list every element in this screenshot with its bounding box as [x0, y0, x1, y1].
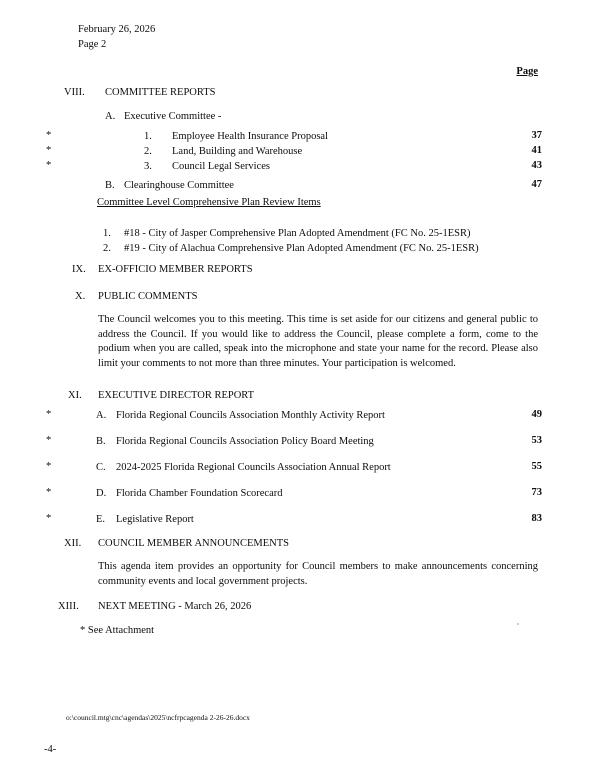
attachment-star-3: * — [46, 160, 52, 171]
item-page-viii-a-2: 41 — [531, 145, 542, 156]
attachment-star-4: * — [46, 409, 52, 420]
item-text-viii-a-3: Council Legal Services — [172, 161, 270, 172]
attachment-star-2: * — [46, 145, 52, 156]
attachment-footnote: * See Attachment — [80, 625, 155, 636]
announcements-paragraph: This agenda item provides an opportunity for Council members to make announcements concerning community events and local government projects. — [98, 561, 538, 587]
subheading-plan-review: Committee Level Comprehensive Plan Review Items — [97, 197, 321, 208]
item-page-xi-b: 53 — [531, 435, 542, 446]
item-text-xi-a: Florida Regional Councils Association Monthly Activity Report — [116, 410, 385, 421]
document-file-path: o:\council.mtg\cnc\agendas\2025\ncfrpcagenda 2-26-26.docx — [66, 713, 250, 722]
item-text-xi-c: 2024-2025 Florida Regional Councils Association Annual Report — [116, 462, 391, 473]
item-page-xi-d: 73 — [531, 487, 542, 498]
section-title-xi: EXECUTIVE DIRECTOR REPORT — [98, 390, 255, 401]
item-label-viii-a-2: 2. — [144, 146, 152, 157]
header-date: February 26, 2026 — [78, 24, 156, 35]
attachment-star-1: * — [46, 130, 52, 141]
attachment-star-6: * — [46, 461, 52, 472]
section-title-viii: COMMITTEE REPORTS — [105, 87, 216, 98]
item-text-viii-a: Executive Committee - — [124, 111, 222, 122]
public-comments-paragraph: The Council welcomes you to this meeting. This time is set aside for our citizens and general public to address the Council. If you would like to address the Council, please complete a form, come to the podium when you are called, speak into the microphone and state your name for the record. Please also limit your comments to not more than three minutes. Your participation is welcomed. — [98, 314, 538, 369]
item-label-viii-a-3: 3. — [144, 161, 152, 172]
review-item-label-2: 2. — [103, 243, 111, 254]
item-label-viii-a: A. — [105, 111, 116, 122]
item-label-xi-c: C. — [96, 462, 106, 473]
section-numeral-ix: IX. — [72, 264, 86, 275]
item-text-viii-a-1: Employee Health Insurance Proposal — [172, 131, 328, 142]
item-label-xi-a: A. — [96, 410, 107, 421]
section-numeral-xi: XI. — [68, 390, 82, 401]
item-text-xi-e: Legislative Report — [116, 514, 194, 525]
item-text-viii-b: Clearinghouse Committee — [124, 180, 234, 191]
section-title-xiii: NEXT MEETING - March 26, 2026 — [98, 601, 252, 612]
item-page-xi-e: 83 — [531, 513, 542, 524]
item-label-viii-a-1: 1. — [144, 131, 152, 142]
item-page-xi-a: 49 — [531, 409, 542, 420]
review-item-text-1: #18 - City of Jasper Comprehensive Plan Adopted Amendment (FC No. 25-1ESR) — [124, 228, 471, 239]
item-page-viii-a-1: 37 — [531, 130, 542, 141]
attachment-star-7: * — [46, 487, 52, 498]
section-numeral-xii: XII. — [64, 538, 82, 549]
page-number: -4- — [44, 744, 57, 755]
item-label-xi-e: E. — [96, 514, 106, 525]
section-title-ix: EX-OFFICIO MEMBER REPORTS — [98, 264, 253, 275]
item-label-viii-b: B. — [105, 180, 115, 191]
section-numeral-viii: VIII. — [64, 87, 85, 98]
item-text-viii-a-2: Land, Building and Warehouse — [172, 146, 303, 157]
header-page-label: Page 2 — [78, 39, 107, 50]
item-label-xi-d: D. — [96, 488, 107, 499]
attachment-star-8: * — [46, 513, 52, 524]
review-item-text-2: #19 - City of Alachua Comprehensive Plan Adopted Amendment (FC No. 25-1ESR) — [124, 243, 479, 254]
section-numeral-x: X. — [75, 291, 86, 302]
page-column-heading: Page — [516, 66, 538, 77]
item-page-viii-b: 47 — [531, 179, 542, 190]
section-title-xii: COUNCIL MEMBER ANNOUNCEMENTS — [98, 538, 289, 549]
item-page-xi-c: 55 — [531, 461, 542, 472]
item-text-xi-d: Florida Chamber Foundation Scorecard — [116, 488, 283, 499]
review-item-label-1: 1. — [103, 228, 111, 239]
item-label-xi-b: B. — [96, 436, 106, 447]
item-text-xi-b: Florida Regional Councils Association Policy Board Meeting — [116, 436, 374, 447]
section-numeral-xiii: XIII. — [58, 601, 79, 612]
scan-speck — [517, 623, 519, 625]
section-title-x: PUBLIC COMMENTS — [98, 291, 198, 302]
document-header — [78, 22, 155, 52]
attachment-star-5: * — [46, 435, 52, 446]
item-page-viii-a-3: 43 — [531, 160, 542, 171]
